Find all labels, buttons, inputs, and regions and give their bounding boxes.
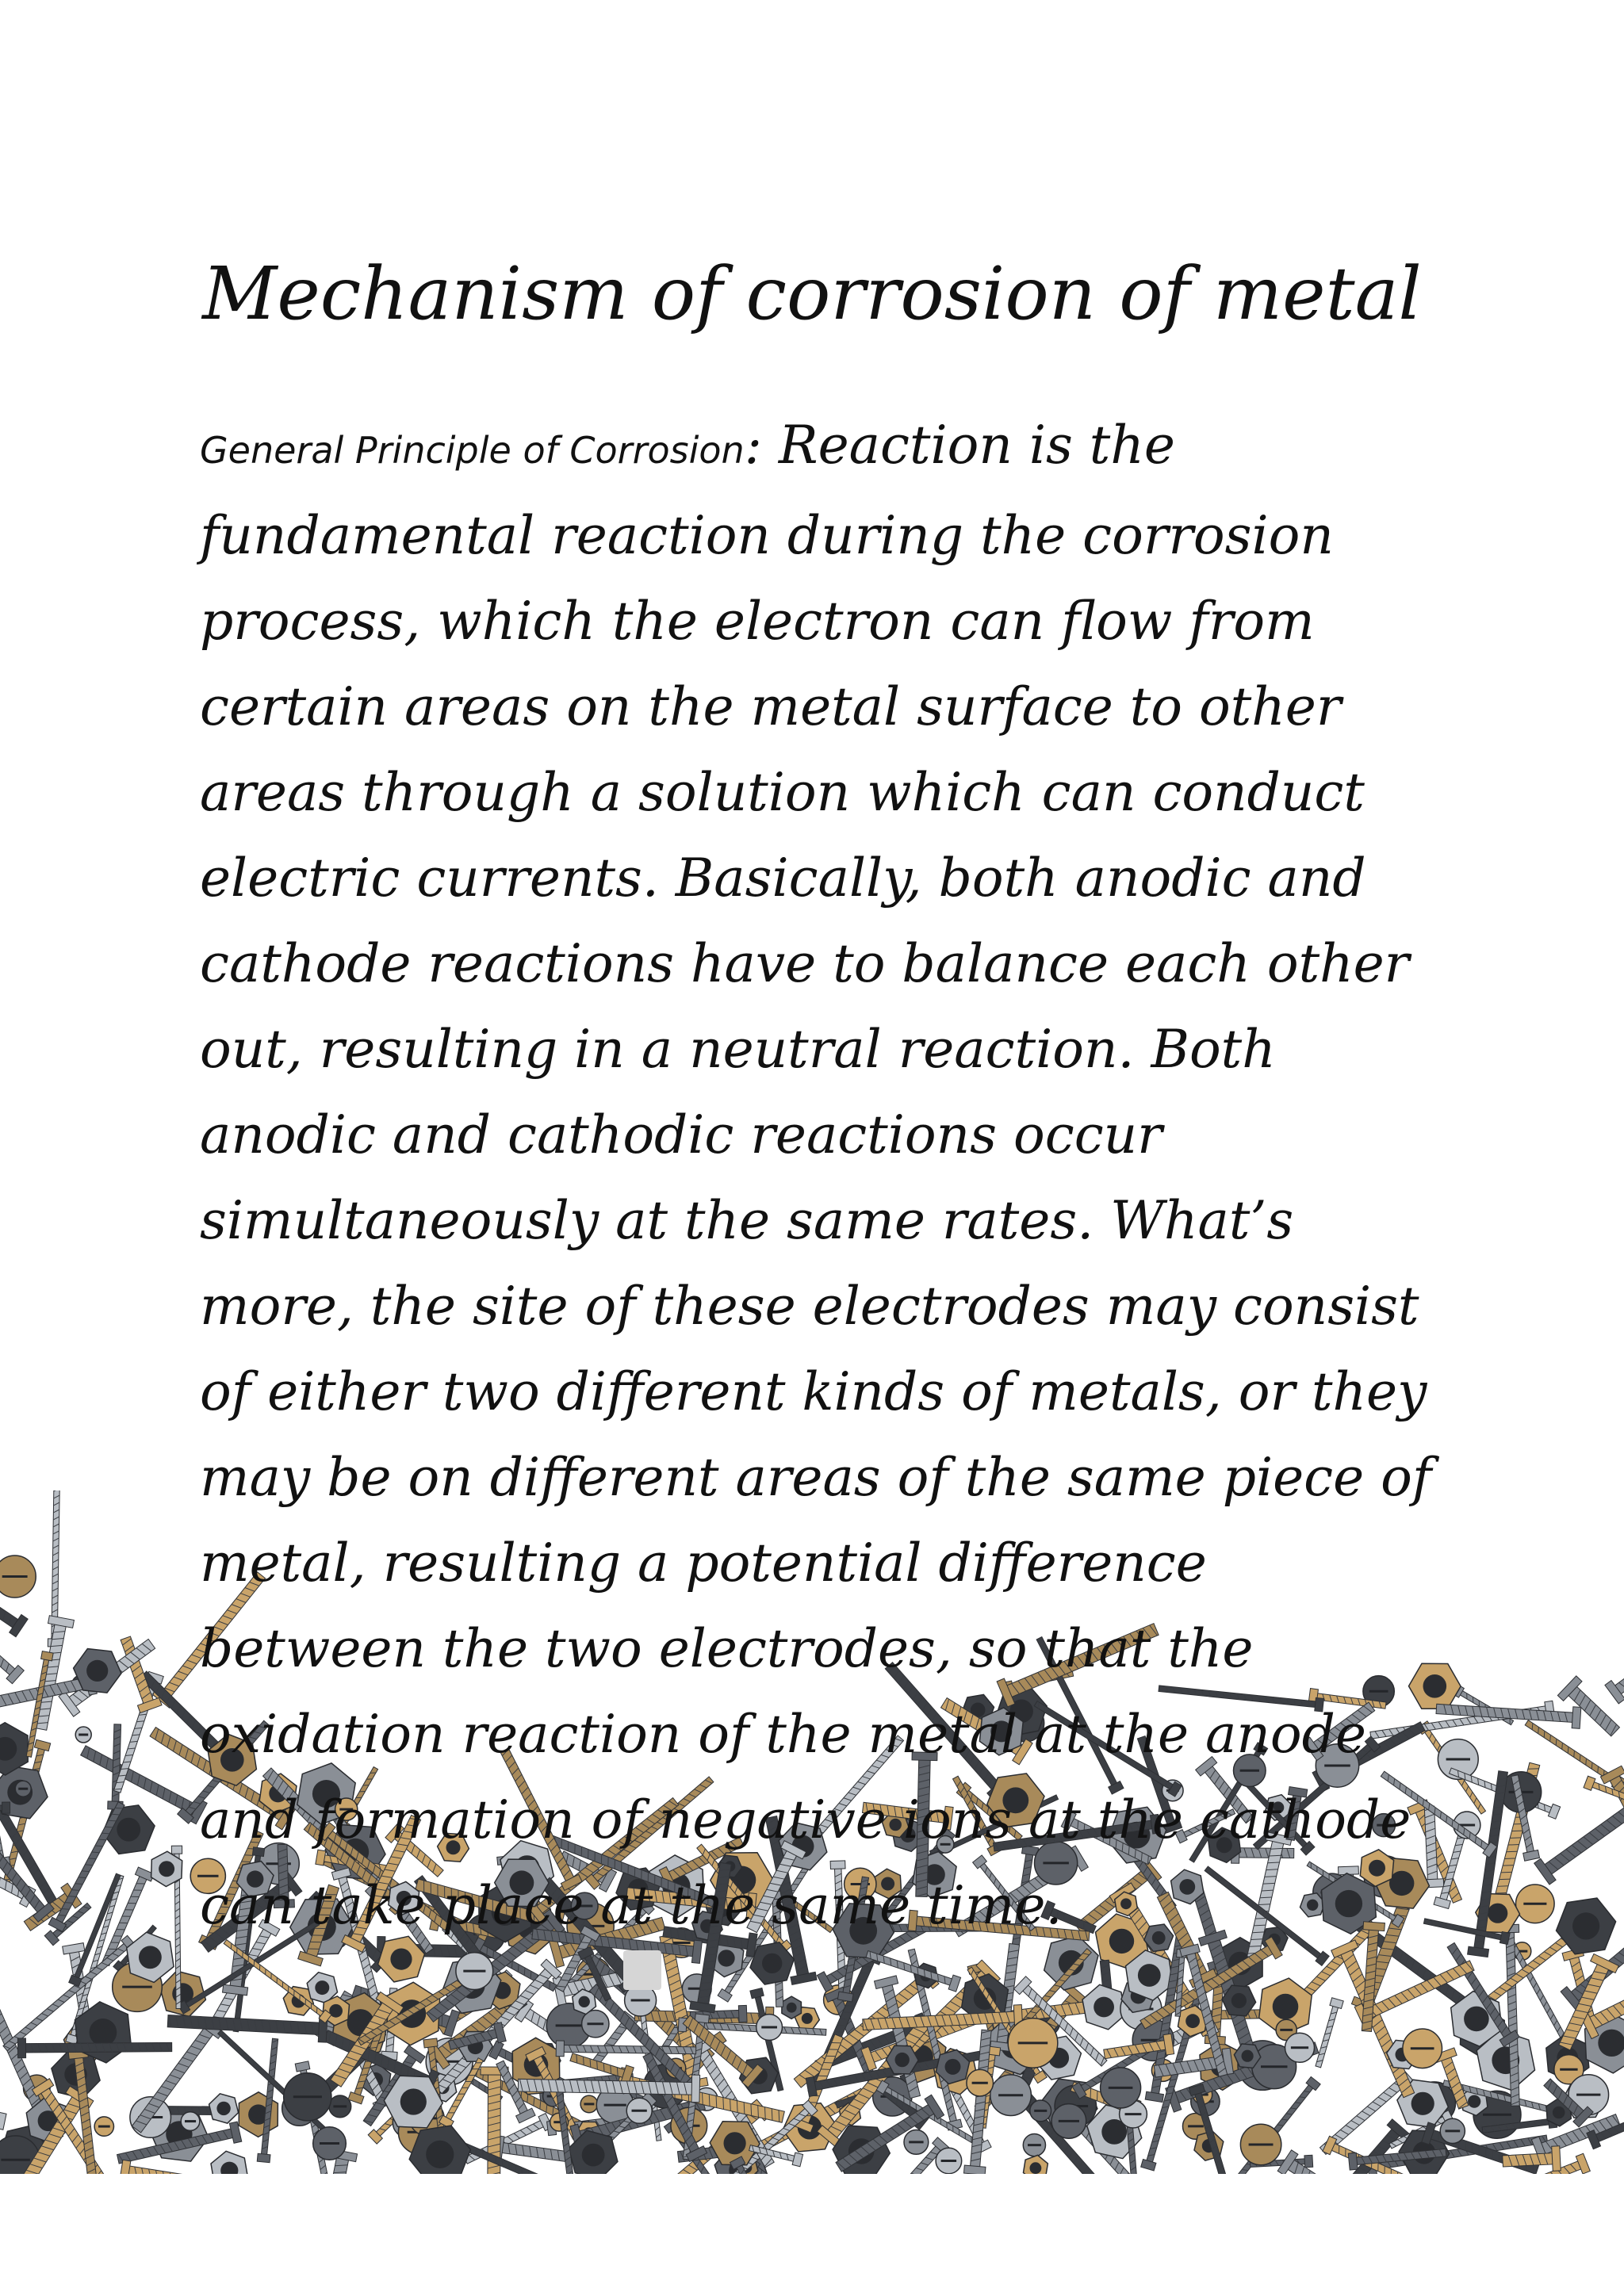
nut-hole-shape (1553, 2107, 1565, 2119)
body-paragraph (200, 403, 1437, 1949)
nut-hole-shape (582, 2144, 605, 2167)
nut-hole-shape (400, 2088, 427, 2114)
nut-hole-shape (216, 2102, 230, 2115)
lead-separator: : (744, 415, 779, 476)
nut-hole-shape (579, 1996, 590, 2007)
nut-hole-shape (1242, 2050, 1254, 2062)
nut-hole-shape (1468, 2095, 1480, 2108)
nut-hole-shape (426, 2141, 454, 2168)
nut-hole-shape (945, 2059, 961, 2075)
nut-hole-shape (1488, 1904, 1507, 1923)
nut-hole-shape (1273, 1994, 1299, 2020)
nut-hole-shape (159, 1861, 174, 1877)
nut-hole-shape (117, 1818, 140, 1842)
nut-hole-shape (390, 1949, 412, 1970)
nut-hole-shape (1231, 1993, 1247, 2008)
photo-watermark-icon (623, 1950, 661, 1990)
nut-hole-shape (86, 1660, 108, 1682)
nut-hole-shape (762, 1954, 782, 1973)
nut-hole-shape (1138, 1964, 1161, 1987)
bottom-margin-band (0, 2174, 1624, 2188)
nut-hole-shape (724, 2132, 746, 2154)
screw-shape (1534, 1781, 1624, 1885)
screw-shape (1605, 1586, 1624, 1704)
screw-shape (462, 2114, 553, 2168)
nut-hole-shape (1030, 2162, 1042, 2174)
nut-hole-shape (139, 1946, 162, 1969)
nut-hole-shape (1094, 1997, 1114, 2018)
nut-hole-shape (1411, 2092, 1434, 2115)
screw-shape (1312, 1998, 1343, 2068)
nut-hole-shape (89, 2019, 117, 2046)
nut-hole-shape (718, 1950, 734, 1966)
body-text: Reaction is the fundamental reaction during the corrosion process, which the electron can flow from certain areas on the metal surface to other areas through a solution which can conduct electric currents. Basically, both anodic and cathode reactions have to balance each other out, resulting in a neutral reaction. Both anodic and cathodic reactions occur simultaneously at the same rates. What’s more, the site of these electrodes may consist of either two different kinds of metals, or they may be on different areas of the same piece of metal, resulting a potential difference between the two electrodes, so that the oxidation reaction of the metal at the anode and formation of negative ions at the cathode can take place at the same time. (200, 415, 1432, 1936)
nut-hole-shape (315, 1980, 329, 1995)
nut-hole-shape (802, 2013, 813, 2024)
page-title: Mechanism of corrosion of metal (202, 251, 1422, 336)
nut-hole-shape (1572, 1912, 1599, 1939)
lead-label: General Principle of Corrosion (200, 429, 745, 472)
nut-hole-shape (1185, 2014, 1200, 2028)
nut-hole-shape (895, 2053, 910, 2067)
nut-hole-shape (1464, 2007, 1489, 2032)
nut-hole-shape (787, 2003, 797, 2013)
screw-shape (48, 1800, 128, 1931)
screw-shape (0, 2083, 6, 2130)
